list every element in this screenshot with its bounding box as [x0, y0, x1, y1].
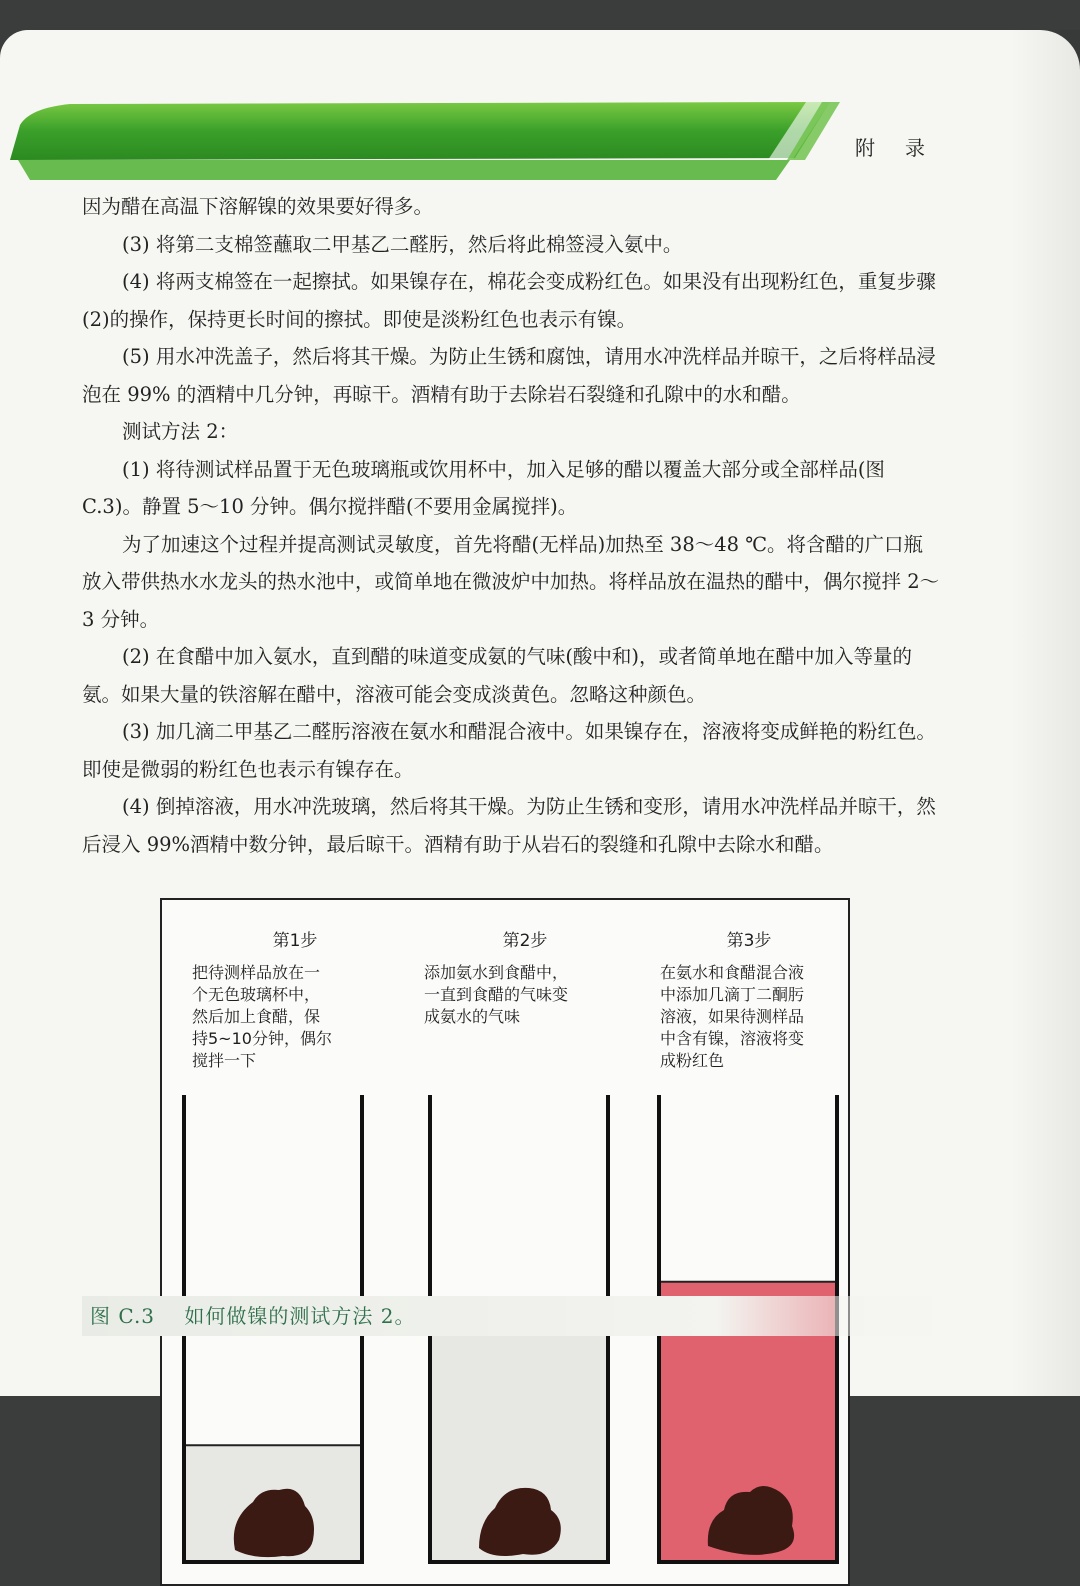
step-description-line: 然后加上食醋，保	[192, 1007, 321, 1026]
figure-caption	[82, 1296, 990, 1336]
step-description-line: 在氨水和食醋混合液	[660, 963, 805, 982]
figure-c3	[160, 898, 850, 1586]
paragraph: 因为醋在高温下溶解镍的效果要好得多。	[82, 195, 434, 218]
caption-text: 如何做镍的测试方法 2。	[184, 1304, 416, 1328]
figure-drawing	[162, 900, 848, 1584]
paragraph: 为了加速这个过程并提高测试灵敏度，首先将醋(无样品)加热至 38～48 ℃。将含醋的广口瓶放入带供热水水龙头的热水池中，或简单地在微波炉中加热。将样品放在温热的醋中，偶尔搅拌 2～3 分钟。	[82, 532, 940, 631]
caption-number: 图 C.3	[90, 1304, 156, 1328]
step-description-line: 个无色玻璃杯中，	[192, 985, 321, 1004]
paragraph: (2) 在食醋中加入氨水，直到醋的味道变成氨的气味(酸中和)，或者简单地在醋中加入等量的氨。如果大量的铁溶解在醋中，溶液可能会变成淡黄色。忽略这种颜色。	[82, 645, 913, 706]
header-title: 附录	[855, 136, 955, 160]
step-title: 第3步	[726, 931, 772, 951]
paragraph: (5) 用水冲洗盖子，然后将其干燥。为防止生锈和腐蚀，请用水冲洗样品并晾干，之后将样品浸泡在 99% 的酒精中几分钟，再晾干。酒精有助于去除岩石裂缝和孔隙中的水和醋。	[82, 345, 936, 406]
paragraph: (4) 将两支棉签在一起擦拭。如果镍存在，棉花会变成粉红色。如果没有出现粉红色，重复步骤(2)的操作，保持更长时间的擦拭。即使是淡粉红色也表示有镍。	[82, 270, 936, 331]
step-description-line: 溶液，如果待测样品	[660, 1007, 805, 1026]
step-title: 第2步	[502, 931, 548, 951]
step-description-line: 持5~10分钟，偶尔	[192, 1029, 332, 1048]
step-description-line: 成氨水的气味	[424, 1007, 521, 1026]
paragraph: (4) 倒掉溶液，用水冲洗玻璃，然后将其干燥。为防止生锈和变形，请用水冲洗样品并晾干，然后浸入 99%酒精中数分钟，最后晾干。酒精有助于从岩石的裂缝和孔隙中去除水和醋。	[82, 795, 936, 856]
step-description-line: 中含有镍，溶液将变	[660, 1029, 805, 1048]
step-description-line: 添加氨水到食醋中，	[424, 963, 569, 982]
paragraph: (1) 将待测试样品置于无色玻璃瓶或饮用杯中，加入足够的醋以覆盖大部分或全部样品(图 C.3)。静置 5～10 分钟。偶尔搅拌醋(不要用金属搅拌)。	[82, 457, 885, 518]
paragraph: 测试方法 2：	[122, 420, 239, 443]
body-text	[82, 188, 942, 863]
page-shadow	[1010, 30, 1080, 1396]
step-title: 第1步	[272, 931, 318, 951]
paragraph: (3) 加几滴二甲基乙二醛肟溶液在氨水和醋混合液中。如果镍存在，溶液将变成鲜艳的粉红色。即使是微弱的粉红色也表示有镍存在。	[82, 720, 936, 781]
step-description-line: 把待测样品放在一	[192, 963, 321, 982]
step-description-line: 中添加几滴丁二酮肟	[660, 985, 805, 1004]
paragraph: (3) 将第二支棉签蘸取二甲基乙二醛肟，然后将此棉签浸入氨中。	[122, 232, 683, 256]
step-description-line: 搅拌一下	[192, 1051, 257, 1070]
step-description-line: 一直到食醋的气味变	[424, 985, 569, 1004]
step-description-line: 成粉红色	[660, 1051, 725, 1070]
